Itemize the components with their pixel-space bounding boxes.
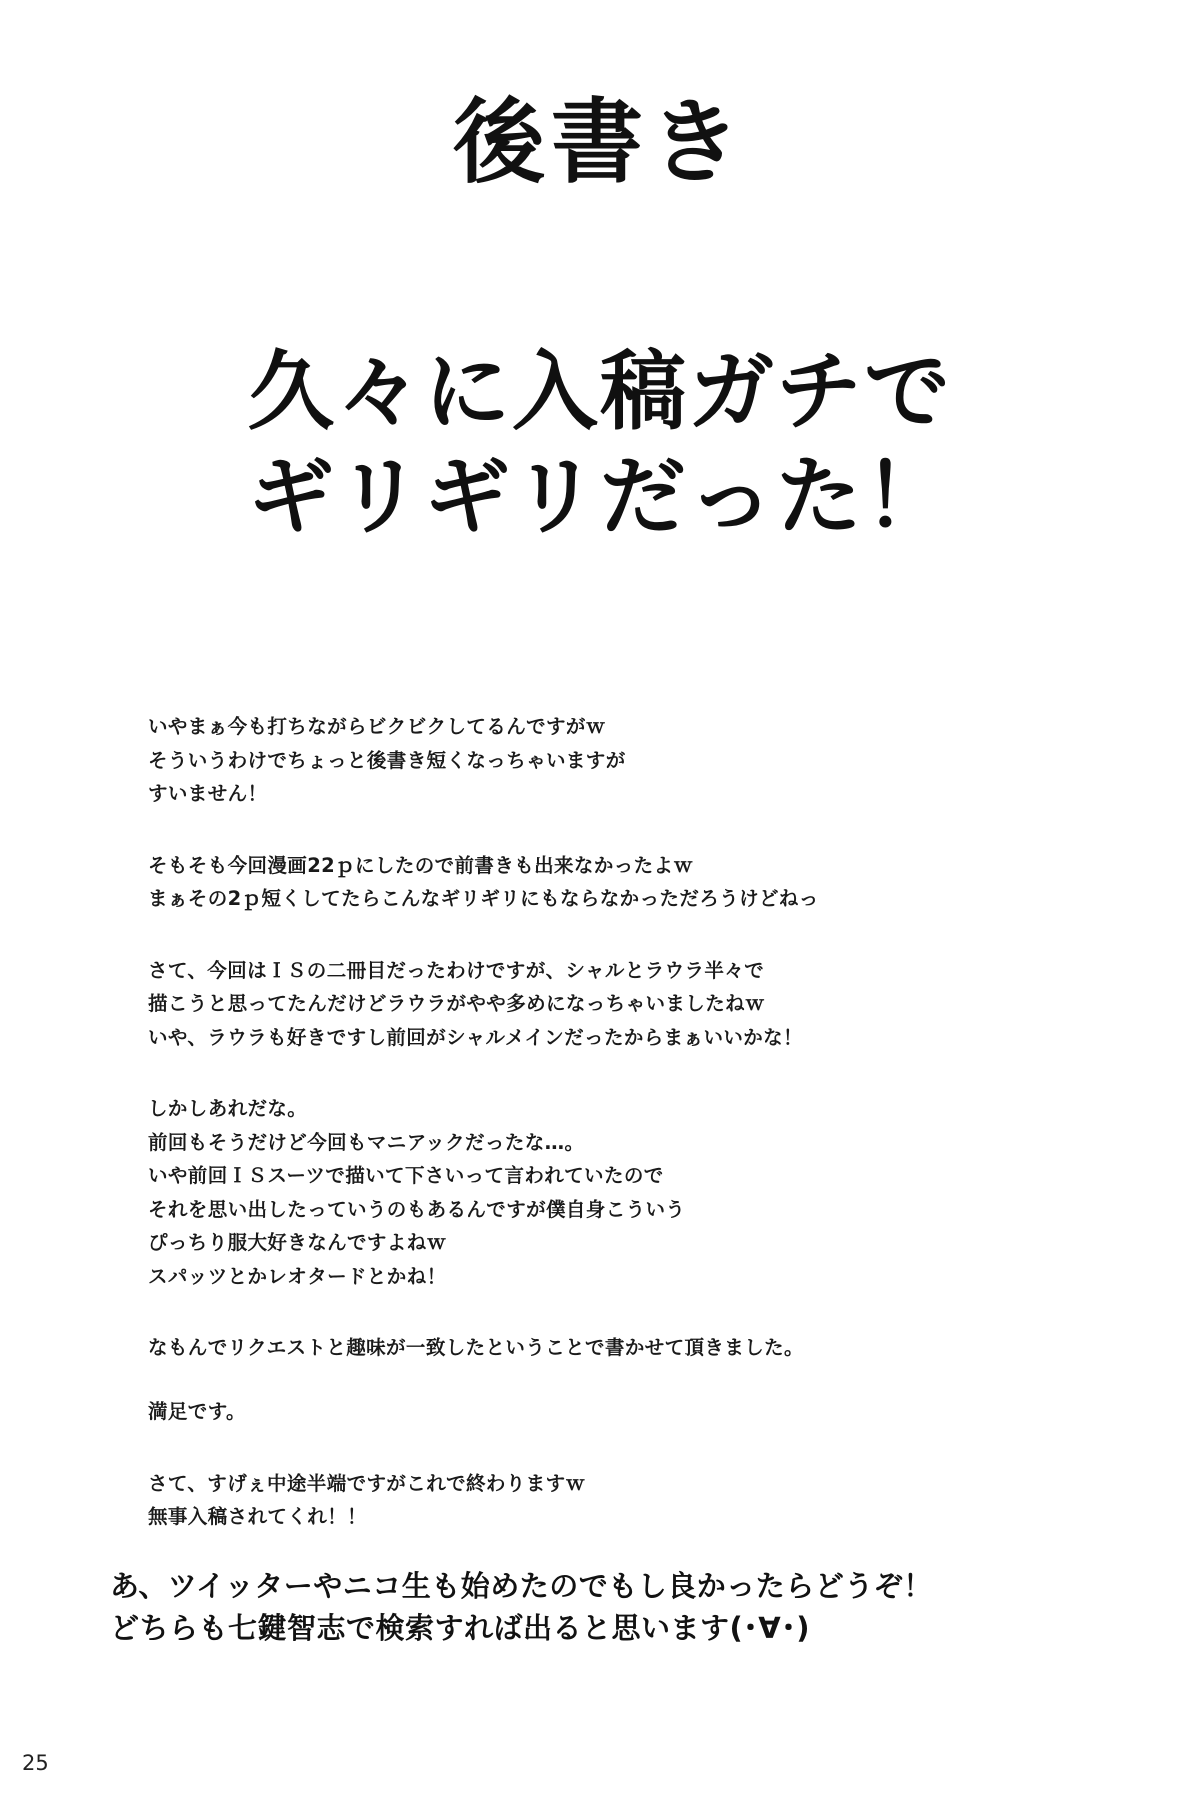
paragraph-line: 前回もそうだけど今回もマニアックだったな…。 — [148, 1130, 585, 1154]
paragraph-line: しかしあれだな。 — [148, 1097, 308, 1121]
headline — [0, 340, 1200, 550]
paragraph-4 — [148, 1092, 1088, 1293]
paragraph-line: いや前回ＩＳスーツで描いて下さいって言われていたので — [148, 1164, 664, 1188]
paragraph-line: さて、すげぇ中途半端ですがこれで終わりますｗ — [148, 1471, 586, 1495]
paragraph-line: 描こうと思ってたんだけどラウラがやや多めになっちゃいましたねｗ — [148, 992, 765, 1016]
paragraph-line: いや、ラウラも好きですし前回がシャルメインだったからまぁいいかな！ — [148, 1025, 803, 1049]
paragraph-line: いやまぁ今も打ちながらビクビクしてるんですがｗ — [148, 715, 606, 738]
paragraph-2 — [148, 849, 1088, 916]
closing-line-2: どちらも七鍵智志で検索すれば出ると思います(･∀･) — [110, 1611, 810, 1646]
page-title: 後書き — [452, 88, 747, 196]
paragraph-7 — [148, 1467, 1088, 1534]
paragraph-line: ぴっちり服大好きなんですよねｗ — [148, 1231, 447, 1255]
paragraph-line: それを思い出したっていうのもあるんですが僕自身こういう — [148, 1197, 686, 1221]
paragraph-line: さて、今回はＩＳの二冊目だったわけですが、シャルとラウラ半々で — [148, 958, 765, 982]
body-copy — [148, 710, 1088, 1572]
paragraph-6 — [148, 1395, 1088, 1429]
paragraph-5 — [148, 1331, 1088, 1365]
paragraph-line: すいません！ — [148, 782, 268, 806]
closing-note — [110, 1565, 1120, 1649]
paragraph-1 — [148, 710, 1088, 811]
paragraph-line: そもそも今回漫画22ｐにしたので前書きも出来なかったよｗ — [148, 853, 694, 877]
paragraph-line: 満足です。 — [148, 1399, 246, 1423]
paragraph-line: そういうわけでちょっと後書き短くなっちゃいますが — [148, 748, 626, 772]
headline-line-2: ギリギリだった！ — [248, 445, 952, 547]
headline-line-1: 久々に入稿ガチで — [248, 341, 952, 442]
paragraph-3 — [148, 954, 1088, 1055]
paragraph-line: まぁその2ｐ短くしてたらこんなギリギリにもならなかっただろうけどねっ — [148, 887, 819, 911]
paragraph-line: 無事入稿されてくれ！！ — [148, 1505, 367, 1529]
closing-line-1: あ、ツイッターやニコ生も始めたのでもし良かったらどうぞ！ — [110, 1569, 933, 1603]
paragraph-line: なもんでリクエストと趣味が一致したということで書かせて頂きました。 — [148, 1336, 804, 1360]
page-number: 25 — [22, 1751, 49, 1775]
paragraph-line: スパッツとかレオタードとかね！ — [148, 1264, 447, 1288]
